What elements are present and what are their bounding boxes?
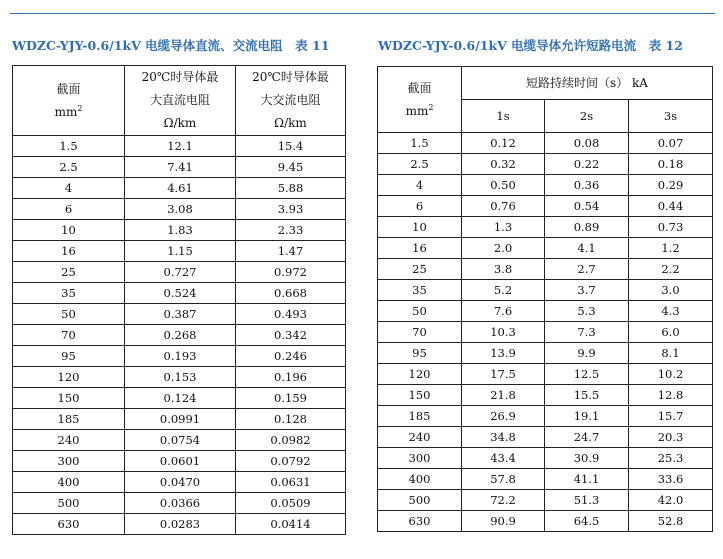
table-row (13, 304, 346, 325)
section-cell: 150 (378, 385, 462, 406)
ac-resistance-cell: 15.4 (236, 136, 346, 157)
dc-resistance-cell: 0.0283 (125, 514, 236, 535)
section-cell: 16 (378, 238, 462, 259)
current-1s-cell: 0.32 (462, 154, 545, 175)
current-2s-cell: 19.1 (545, 406, 629, 427)
section-cell: 10 (13, 220, 125, 241)
ac-resistance-cell: 1.47 (236, 241, 346, 262)
ac-resistance-cell: 0.0414 (236, 514, 346, 535)
section-cell: 120 (13, 367, 125, 388)
current-2s-cell: 0.89 (545, 217, 629, 238)
section-cell: 95 (13, 346, 125, 367)
table-row (13, 178, 346, 199)
ac-resistance-cell: 9.45 (236, 157, 346, 178)
section-cell: 16 (13, 241, 125, 262)
section-cell: 500 (13, 493, 125, 514)
current-1s-cell: 7.6 (462, 301, 545, 322)
current-2s-cell: 0.22 (545, 154, 629, 175)
dc-resistance-cell: 1.83 (125, 220, 236, 241)
table-row (378, 490, 713, 511)
ac-resistance-cell: 5.88 (236, 178, 346, 199)
dc-resistance-cell: 0.124 (125, 388, 236, 409)
ac-resistance-cell: 0.493 (236, 304, 346, 325)
table-row (13, 514, 346, 535)
header-section (13, 66, 125, 136)
dc-resistance-cell: 1.15 (125, 241, 236, 262)
table-row (13, 136, 346, 157)
current-1s-cell: 72.2 (462, 490, 545, 511)
header-dc-line2: 大直流电阻 (149, 93, 210, 107)
dc-resistance-cell: 0.0754 (125, 430, 236, 451)
current-2s-cell: 2.7 (545, 259, 629, 280)
section-cell: 300 (378, 448, 462, 469)
ac-resistance-cell: 0.972 (236, 262, 346, 283)
current-1s-cell: 0.12 (462, 133, 545, 154)
table-row (13, 451, 346, 472)
dc-resistance-cell: 7.41 (125, 157, 236, 178)
current-2s-cell: 41.1 (545, 469, 629, 490)
current-2s-cell: 24.7 (545, 427, 629, 448)
dc-resistance-cell: 0.0991 (125, 409, 236, 430)
table-row (378, 196, 713, 217)
table-row (378, 322, 713, 343)
top-divider (10, 13, 715, 14)
table-row (13, 199, 346, 220)
current-1s-cell: 10.3 (462, 322, 545, 343)
section-cell: 6 (378, 196, 462, 217)
section-cell: 2.5 (13, 157, 125, 178)
dc-resistance-cell: 0.0366 (125, 493, 236, 514)
section-cell: 300 (13, 451, 125, 472)
current-1s-cell: 0.76 (462, 196, 545, 217)
table-row (378, 175, 713, 196)
table-row (378, 427, 713, 448)
current-1s-cell: 57.8 (462, 469, 545, 490)
current-3s-cell: 0.44 (629, 196, 713, 217)
current-2s-cell: 5.3 (545, 301, 629, 322)
current-2s-cell: 51.3 (545, 490, 629, 511)
table-row (13, 241, 346, 262)
current-3s-cell: 1.2 (629, 238, 713, 259)
current-3s-cell: 42.0 (629, 490, 713, 511)
current-3s-cell: 2.2 (629, 259, 713, 280)
section-cell: 400 (13, 472, 125, 493)
table-row (378, 238, 713, 259)
current-2s-cell: 30.9 (545, 448, 629, 469)
section-cell: 1.5 (378, 133, 462, 154)
current-3s-cell: 52.8 (629, 511, 713, 532)
dc-resistance-cell: 0.727 (125, 262, 236, 283)
ac-resistance-cell: 0.668 (236, 283, 346, 304)
current-3s-cell: 4.3 (629, 301, 713, 322)
ac-resistance-cell: 0.0792 (236, 451, 346, 472)
section-cell: 630 (13, 514, 125, 535)
dc-resistance-cell: 0.153 (125, 367, 236, 388)
ac-resistance-cell: 0.0982 (236, 430, 346, 451)
section-cell: 50 (13, 304, 125, 325)
table-row (13, 367, 346, 388)
table-row (13, 325, 346, 346)
current-2s-cell: 0.36 (545, 175, 629, 196)
section-cell: 185 (13, 409, 125, 430)
section-cell: 50 (378, 301, 462, 322)
ac-resistance-cell: 0.159 (236, 388, 346, 409)
current-1s-cell: 26.9 (462, 406, 545, 427)
header-dc-unit: Ω/km (163, 116, 197, 130)
current-1s-cell: 3.8 (462, 259, 545, 280)
table-row (378, 259, 713, 280)
current-3s-cell: 12.8 (629, 385, 713, 406)
dc-resistance-cell: 0.193 (125, 346, 236, 367)
section-cell: 240 (378, 427, 462, 448)
table-row (378, 406, 713, 427)
current-3s-cell: 10.2 (629, 364, 713, 385)
ac-resistance-cell: 3.93 (236, 199, 346, 220)
section-cell: 35 (378, 280, 462, 301)
ac-resistance-cell: 0.0509 (236, 493, 346, 514)
table-row (13, 220, 346, 241)
header-dc-line1: 20℃时导体最 (141, 70, 219, 84)
ac-resistance-cell: 0.0631 (236, 472, 346, 493)
dc-resistance-cell: 0.268 (125, 325, 236, 346)
table-row (13, 493, 346, 514)
table-row (13, 430, 346, 451)
ac-resistance-cell: 0.196 (236, 367, 346, 388)
section-cell: 25 (13, 262, 125, 283)
current-1s-cell: 0.50 (462, 175, 545, 196)
header-section-unit: $mm^2$ (54, 103, 83, 119)
header-duration: 短路持续时间（s） kA (462, 67, 713, 100)
table-row (378, 364, 713, 385)
table-row (378, 343, 713, 364)
ac-resistance-cell: 0.342 (236, 325, 346, 346)
section-cell: 4 (13, 178, 125, 199)
header-ac-line2: 大交流电阻 (260, 93, 321, 107)
table-row (13, 409, 346, 430)
header-ac-resistance (236, 66, 346, 136)
header-section-label: 截面 (407, 80, 432, 95)
header-section-unit: $mm^2$ (405, 102, 434, 118)
header-section-label: 截面 (56, 81, 81, 96)
current-3s-cell: 33.6 (629, 469, 713, 490)
section-cell: 95 (378, 343, 462, 364)
table-row (378, 133, 713, 154)
current-2s-cell: 0.54 (545, 196, 629, 217)
table-row (13, 262, 346, 283)
dc-resistance-cell: 0.0601 (125, 451, 236, 472)
table-row (378, 280, 713, 301)
table-row (13, 157, 346, 178)
section-cell: 240 (13, 430, 125, 451)
current-3s-cell: 0.73 (629, 217, 713, 238)
current-1s-cell: 21.8 (462, 385, 545, 406)
dc-resistance-cell: 12.1 (125, 136, 236, 157)
table-row (378, 469, 713, 490)
section-cell: 70 (378, 322, 462, 343)
current-3s-cell: 3.0 (629, 280, 713, 301)
current-3s-cell: 0.29 (629, 175, 713, 196)
current-1s-cell: 34.8 (462, 427, 545, 448)
dc-resistance-cell: 4.61 (125, 178, 236, 199)
current-3s-cell: 0.07 (629, 133, 713, 154)
header-dc-resistance (125, 66, 236, 136)
dc-resistance-cell: 3.08 (125, 199, 236, 220)
current-3s-cell: 20.3 (629, 427, 713, 448)
current-3s-cell: 6.0 (629, 322, 713, 343)
header-time-3s: 3s (629, 100, 713, 133)
current-3s-cell: 25.3 (629, 448, 713, 469)
short-circuit-table (377, 66, 713, 532)
current-2s-cell: 0.08 (545, 133, 629, 154)
table-row (378, 448, 713, 469)
current-1s-cell: 43.4 (462, 448, 545, 469)
dc-resistance-cell: 0.524 (125, 283, 236, 304)
header-time-2s: 2s (545, 100, 629, 133)
current-1s-cell: 13.9 (462, 343, 545, 364)
section-cell: 500 (378, 490, 462, 511)
ac-resistance-cell: 2.33 (236, 220, 346, 241)
header-time-1s: 1s (462, 100, 545, 133)
table-row (378, 154, 713, 175)
section-cell: 400 (378, 469, 462, 490)
current-2s-cell: 9.9 (545, 343, 629, 364)
section-cell: 35 (13, 283, 125, 304)
section-cell: 185 (378, 406, 462, 427)
current-3s-cell: 8.1 (629, 343, 713, 364)
section-cell: 120 (378, 364, 462, 385)
current-2s-cell: 4.1 (545, 238, 629, 259)
ac-resistance-cell: 0.246 (236, 346, 346, 367)
current-1s-cell: 5.2 (462, 280, 545, 301)
header-ac-unit: Ω/km (274, 116, 307, 130)
current-1s-cell: 17.5 (462, 364, 545, 385)
dc-resistance-cell: 0.0470 (125, 472, 236, 493)
header-ac-line1: 20℃时导体最 (252, 70, 329, 84)
section-cell: 6 (13, 199, 125, 220)
current-2s-cell: 64.5 (545, 511, 629, 532)
current-3s-cell: 15.7 (629, 406, 713, 427)
table-row (13, 388, 346, 409)
current-2s-cell: 3.7 (545, 280, 629, 301)
section-cell: 1.5 (13, 136, 125, 157)
dc-resistance-cell: 0.387 (125, 304, 236, 325)
current-1s-cell: 1.3 (462, 217, 545, 238)
table11-title: WDZC-YJY-0.6/1kV 电缆导体直流、交流电阻 表 11 (12, 38, 330, 53)
ac-resistance-cell: 0.128 (236, 409, 346, 430)
table-row (378, 217, 713, 238)
table12-title: WDZC-YJY-0.6/1kV 电缆导体允许短路电流 表 12 (378, 38, 683, 53)
table-row (378, 511, 713, 532)
table-row (13, 283, 346, 304)
current-2s-cell: 7.3 (545, 322, 629, 343)
table-row (378, 301, 713, 322)
current-2s-cell: 12.5 (545, 364, 629, 385)
current-2s-cell: 15.5 (545, 385, 629, 406)
table-row (13, 346, 346, 367)
table-row (13, 472, 346, 493)
current-3s-cell: 0.18 (629, 154, 713, 175)
resistance-table (12, 65, 346, 535)
section-cell: 10 (378, 217, 462, 238)
section-cell: 4 (378, 175, 462, 196)
header-section (378, 67, 462, 133)
section-cell: 2.5 (378, 154, 462, 175)
section-cell: 150 (13, 388, 125, 409)
section-cell: 25 (378, 259, 462, 280)
current-1s-cell: 2.0 (462, 238, 545, 259)
section-cell: 70 (13, 325, 125, 346)
table-row (378, 385, 713, 406)
section-cell: 630 (378, 511, 462, 532)
current-1s-cell: 90.9 (462, 511, 545, 532)
